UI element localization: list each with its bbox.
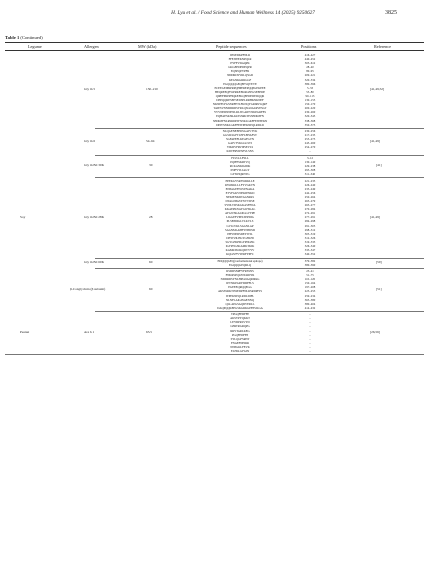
position-value: 90–113 [305,93,315,98]
molecular-weight: 63.5 [146,330,152,334]
peptide-sequence: SYNLVDSKGKASFENA [224,203,256,208]
page-number: 3825 [385,10,397,16]
position-value: 298–312 [304,227,316,232]
peptide-sequence: DEYIVILHGYGHLHI [226,235,254,240]
position-value: 3–12 [307,155,313,160]
peptide-sequence: KAMKTKIKQDVVYV [225,248,255,253]
position-value: 305–319 [304,231,316,236]
molecular-weight: 60 [149,286,153,291]
row-separator [5,354,424,355]
peptide-sequence: DEEQQRESEESEDSELRRHKNKNPF [216,98,264,103]
position-list [285,53,335,127]
position-value: 150–164 [304,281,316,286]
peptide-sequence: ELHLLGFGIN [230,349,250,354]
position-value: 416–427 [304,53,316,57]
legume-name: Soy [20,214,26,219]
position-value: – [309,336,311,341]
molecular-weight: 30 [149,163,153,168]
position-value: 259–234 [304,293,316,298]
position-value: 80–95 [306,69,314,74]
peptide-sequence: EQHAESKSRAKSSSRKTISSEDKPFN [216,114,264,119]
position-value: 380–396 [304,81,316,86]
position-value: 380–390 [304,262,316,267]
allergen-name: Gly m Bd 30K [84,163,105,168]
peptide-sequence: IISSEDKPFNLR [229,53,251,57]
peptide-sequence: NDDRDSYRLQSGD [227,73,253,78]
peptide-sequence: PQIFESKRTVQ [230,159,250,164]
position-value: – [309,344,311,349]
position-value: 320–345 [304,114,316,119]
position-value: 254–270 [304,145,316,150]
position-value: – [309,312,311,317]
journal-citation: H. Lyu et al. / Food Science and Human Wellness 14 (2025) 9250627 [171,10,315,16]
peptide-sequence: EEEKGYSRSWRKLLE [225,178,255,183]
table-top-rule [5,42,424,43]
position-value: – [309,332,311,337]
peptide-sequence: EQSEQPYPFR [230,69,250,74]
position-value: 23–41 [306,269,314,273]
peptide-sequence: TAIESVNNDDRDSYRLQSGDALRVPSGT [213,106,267,111]
peptide-list [195,156,285,176]
peptide-sequence: SAGNMLAPHYNPDSD [225,227,255,232]
peptide-sequence: KKAEPKNAYGWSKAL [224,207,256,212]
peptide-list [195,312,285,353]
position-value: – [309,328,311,333]
table-number: Table 1 [5,35,20,40]
peptide-list [195,269,285,310]
position-value: 209–221 [304,73,316,78]
peptide-list [195,129,285,154]
peptide-sequence: GGSILSGFTLEFLEHAFSV [222,133,258,138]
position-value: 245–260 [304,141,316,146]
peptide-sequence: FFEITPEKNPQLR [228,57,252,62]
legume-name: Peanut [20,330,30,334]
peptide-sequence: SGYGHLHIGYPNGEK [225,239,255,244]
peptide-sequence: DAQPQQKEEGSKGRKGPFPSILGA [217,305,263,310]
position-value: 265–279 [304,198,316,203]
peptide-sequence: FNKRSPQLENLRDYR [225,273,255,278]
peptide-sequence: FLVLLLFSLL [231,155,249,160]
position-value: 235–249 [304,186,316,191]
position-value: 284–298 [304,219,316,224]
position-value: – [309,320,311,325]
peptide-sequence: EGQQQGEQRLQ [228,262,252,267]
peptide-sequence: INIFYYLIAGY [230,168,250,173]
allergen-name: Gly m Bd 28K [84,214,105,219]
allergen-name: Gly m Bd 60K [84,260,105,264]
peptide-sequence: EGEEEQRQQEGG [228,285,252,290]
table-title-suffix: (Continued) [19,35,43,40]
allergen-name: Gly m 5 [84,87,96,92]
position-value: 55–80 [306,89,314,94]
reference: [41,49] [370,214,380,219]
col-header-positions: Positions [301,44,317,49]
position-value: 242–256 [304,190,316,195]
peptide-sequence: IGYPNGSKAMKTKIK [225,244,255,248]
col-header-legume: Legume [28,44,42,49]
position-value: 225–253 [304,289,316,294]
position-value: 520–534 [304,77,316,82]
peptide-sequence: KDVFRVIPSEVLSNS [226,149,254,154]
peptide-sequence: SGFAPEFLKEAFGVN [225,137,255,142]
peptide-sequence: ECEEGEIPRPRPQHPEREPQQPGEKEEE [214,85,266,90]
position-value: 200–220 [304,106,316,111]
allergen-name: Ara h 1 [84,330,95,334]
position-value: 365–380 [304,297,316,302]
position-value: 255–275 [304,137,316,142]
peptide-sequence: EGQQQQGEQEESQVEVE [223,81,257,86]
peptide-sequence: HEQREEQEWPRKEEKRGEEGSEEEDE [214,89,266,94]
col-header-mw: MW (kDa) [138,44,157,49]
reference: [41,49,52] [370,87,385,92]
peptide-sequence: GYIWIQRNTG [230,172,250,177]
peptide-sequence: GAIVTVKGGLSVI [227,141,252,146]
col-header-reference: Reference [374,44,391,49]
table-header-rule [5,50,424,51]
position-value: 263–277 [304,203,316,208]
position-value: 270–284 [304,207,316,212]
position-value: 277–291 [304,215,316,220]
peptide-sequence: AKSSSRKTISSEDPFNLRSRDPIYS [217,289,263,294]
peptide-sequence: QLLAPGSAQDVERLL [225,301,255,306]
peptide-sequence: GERTRGRQPG [230,324,250,329]
allergen-name: Gly m 6 [84,138,96,143]
position-value: – [309,349,311,354]
reference: [51] [376,286,382,291]
peptide-sequence: EDQQQGEQ(conformational epitope) [217,258,263,263]
molecular-weight: 60 [149,260,153,264]
position-value: 380–404 [304,301,316,306]
peptide-sequence: PLSEPDIGLVLKVLS [226,219,254,224]
peptide-sequence: AYGWSKALIIGGVYPP [224,211,256,216]
position-value: 226–240 [304,182,316,187]
peptide-sequence: GVLLVKLSAGNLAP [226,223,254,228]
molecular-weight: 150–210 [146,87,158,92]
position-value: 51–75 [306,273,314,278]
position-value: 150–170 [304,102,316,107]
peptide-sequence: GKGEEDEDEQPR [228,65,252,70]
position-value: 312–326 [304,235,316,240]
position-value: 230–260 [304,110,316,115]
position-value: – [309,316,311,321]
peptide-sequence: ITPEKNPQLRDLDIFL [225,293,255,298]
position-value: 230–256 [304,129,316,133]
position-value: 319–333 [304,239,316,244]
position-value: 333–347 [304,248,316,253]
peptide-sequence: DTAGNPASYNVVDSE [225,198,255,203]
peptide-sequence: RSDDSNPFYFRSSNS [226,269,254,273]
position-list [285,156,335,176]
position-list [285,312,335,353]
position-value: 197–208 [304,285,316,290]
peptide-sequence: RRYTARLKEG [230,328,250,333]
peptide-sequence: DPIYSNKLGKFFEITPEKNPQLRDLD [216,122,264,127]
peptide-sequence: EYFFVDAQPK [230,61,250,66]
peptide-sequence: FNAEFNEIRR [230,340,249,345]
peptide-sequence: YVVNPDNNENLRLITLAIPVNKPGRFES [213,110,267,115]
peptide-sequence: SEDKPFNLRSRDPIYSNKLGKFFEITPEKN [212,118,268,123]
position-value: 350–375 [304,122,316,127]
position-value: – [309,149,311,154]
position-value: 217–235 [304,133,316,138]
peptide-sequence: NLNFLAIGINAENNQ [226,297,254,302]
peptide-sequence: KEGNKGRRGGF [228,77,252,82]
molecular-weight: 54–64 [146,138,155,143]
peptide-sequence: LIGGEFVPPLSEPDIG [226,215,254,220]
peptide-sequence: QIPPFPRPPHQKEEKQEEDEDEDQQR [215,93,265,98]
reference: [41] [376,163,382,168]
position-value: 272–291 [304,211,316,216]
peptide-list [195,53,285,127]
position-value: 326–340 [304,244,316,248]
position-value: 250–264 [304,194,316,199]
position-value: 340–352 [304,252,316,257]
position-list [285,269,335,310]
position-list [285,129,335,154]
peptide-sequence: PGQFEDFFP [231,332,249,337]
peptide-sequence: NKNPFLFGSNRFETLFKNQYGRIRVLQRF [212,102,268,107]
molecular-weight: 28 [149,214,153,219]
position-value: 221–235 [304,178,316,183]
position-value: 414–432 [304,305,316,310]
peptide-sequence: YIKDVFRVIPSEVLS [226,145,254,150]
peptide-sequence: NLQGENEEEDSGAIVTVK [222,129,258,133]
peptide-sequence: TPGQFEDFFP [230,312,249,317]
position-value: 291–305 [304,223,316,228]
position-value: 379–382 [304,258,316,263]
peptide-sequence: PHYNPDSDEYIVIL [227,231,253,236]
page-header [0,10,427,20]
reference: [26,56] [370,330,380,334]
position-value: 295–308 [304,168,316,173]
peptide-sequence: ENPAGEFNLVPNAKA [225,186,255,191]
peptide-sequence: ETVFGKVNEKIENKD [225,190,255,195]
peptide-sequence: RCKANKIGIDK [229,163,251,168]
peptide-sequence: RSWRKLLLFYVGKVN [224,182,256,187]
peptide-sequence: NDDRDSYNLHPGDAQRIPAG [220,277,260,282]
position-value: 440–452 [304,57,316,62]
table-title [5,35,43,40]
position-value: – [309,324,311,329]
peptide-sequence: SYLQGFSRNT [230,336,250,341]
position-value: 28–40 [306,65,314,70]
reference: [41,49] [370,138,380,143]
col-header-peptide-sequences: Peptide sequences [216,44,247,49]
peptide-sequence: AKSYPYQKKT [230,316,250,321]
peptide-sequence: NEKIENKDTAGNPAS [225,194,255,199]
col-header-allergen: Allergen [84,44,99,49]
position-value: 130–140 [304,159,316,164]
peptide-list [195,179,285,257]
peptide-list [195,259,285,267]
position-value: 5–33 [307,85,313,90]
allergen-name: β-Conglycinin (β subunit) [70,286,106,291]
position-value: 311–340 [304,172,316,177]
position-list [285,259,335,267]
position-value: 130–155 [304,98,316,103]
position-value: – [309,340,311,345]
position-value: 229–238 [304,163,316,168]
peptide-sequence: KQGIVFVYPRFYPFC [226,252,254,257]
position-value: 110–120 [304,277,316,282]
position-value: 338–368 [304,118,316,123]
peptide-sequence: LEYDPRLVYD [230,320,250,325]
position-list [285,179,335,257]
position-value: 503–612 [304,61,316,66]
peptide-sequence: NNPGKLFEVK [230,344,250,349]
peptide-sequence: IPVNKPGRYDDFFLS [226,281,254,286]
reference: [50] [376,260,382,264]
